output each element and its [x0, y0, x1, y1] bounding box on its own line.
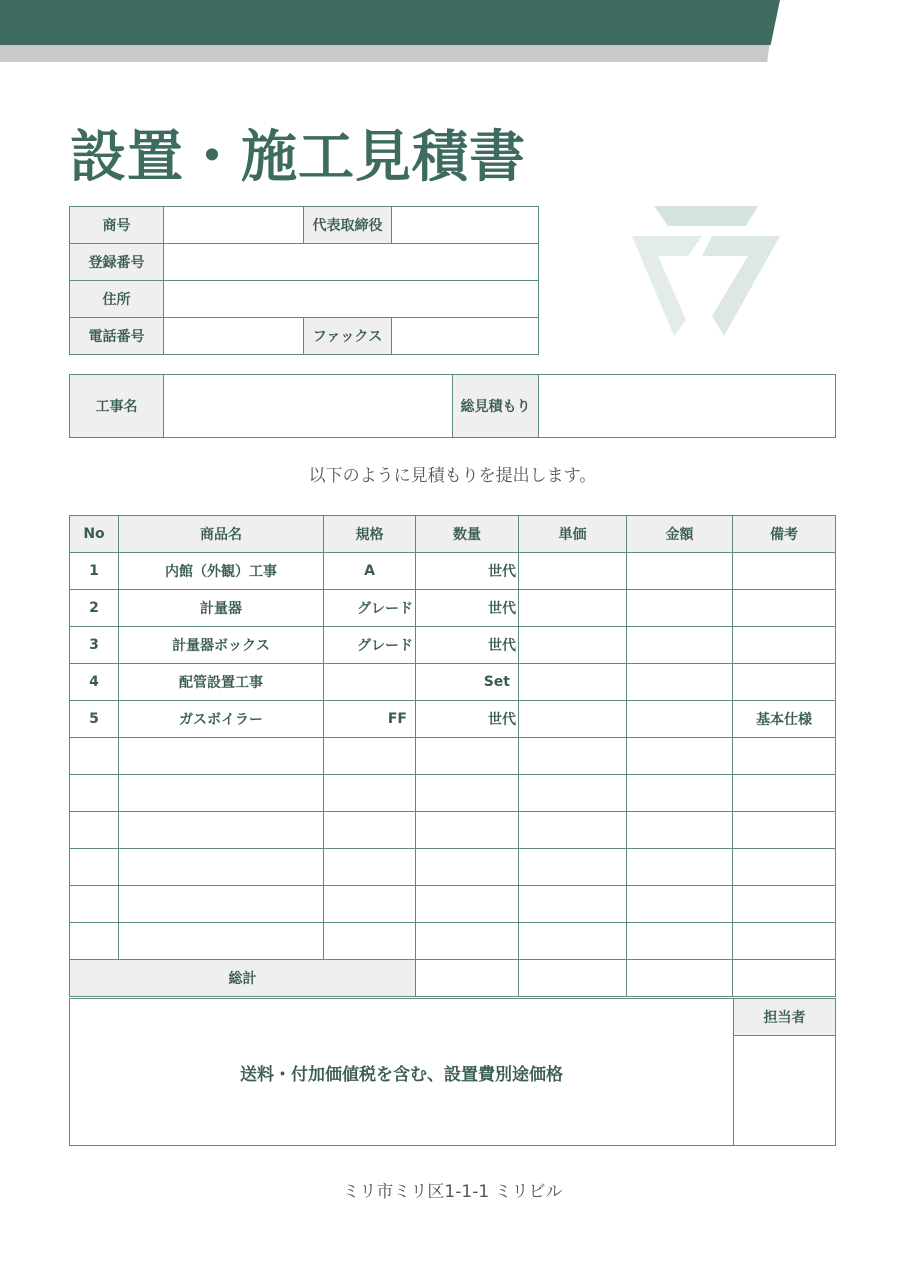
row-amount[interactable] — [627, 738, 733, 775]
row-qty[interactable]: Set — [416, 664, 519, 701]
row-amount[interactable] — [627, 553, 733, 590]
row-spec[interactable]: A — [324, 553, 416, 590]
total-amount[interactable] — [627, 960, 733, 997]
row-spec[interactable]: FF — [324, 701, 416, 738]
row-name[interactable] — [119, 849, 324, 886]
row-name[interactable] — [119, 775, 324, 812]
row-no: 1 — [70, 553, 119, 590]
header-band-green — [0, 0, 780, 45]
company-logo-icon — [628, 198, 784, 338]
row-note[interactable] — [733, 590, 836, 627]
row-price[interactable] — [519, 886, 627, 923]
row-name[interactable] — [119, 923, 324, 960]
total-row — [70, 960, 836, 997]
row-qty[interactable]: 世代 — [416, 701, 519, 738]
row-qty[interactable]: 世代 — [416, 553, 519, 590]
row-price[interactable] — [519, 738, 627, 775]
row-no — [70, 775, 119, 812]
remarks-table — [69, 998, 836, 1146]
row-price[interactable] — [519, 701, 627, 738]
fax-label: ファックス — [304, 318, 392, 355]
row-qty[interactable] — [416, 775, 519, 812]
col-header-qty: 数量 — [416, 516, 519, 553]
table-row — [70, 553, 836, 590]
total-price[interactable] — [519, 960, 627, 997]
row-price[interactable] — [519, 590, 627, 627]
row-name[interactable]: ガスボイラー — [119, 701, 324, 738]
total-qty[interactable] — [416, 960, 519, 997]
row-name[interactable]: 計量器ボックス — [119, 627, 324, 664]
fax-field[interactable] — [392, 318, 539, 355]
row-qty[interactable] — [416, 738, 519, 775]
row-spec[interactable] — [324, 664, 416, 701]
table-row — [70, 590, 836, 627]
table-row-empty — [70, 775, 836, 812]
row-price[interactable] — [519, 849, 627, 886]
row-qty[interactable] — [416, 812, 519, 849]
row-name[interactable]: 計量器 — [119, 590, 324, 627]
registration-field[interactable] — [164, 244, 539, 281]
row-price[interactable] — [519, 812, 627, 849]
row-name[interactable]: 配管設置工事 — [119, 664, 324, 701]
row-no: 2 — [70, 590, 119, 627]
col-header-unit-price: 単価 — [519, 516, 627, 553]
row-amount[interactable] — [627, 886, 733, 923]
row-qty[interactable]: 世代 — [416, 627, 519, 664]
col-header-spec: 規格 — [324, 516, 416, 553]
row-no — [70, 812, 119, 849]
row-price[interactable] — [519, 664, 627, 701]
col-header-note: 備考 — [733, 516, 836, 553]
table-row — [70, 701, 836, 738]
row-price[interactable] — [519, 775, 627, 812]
row-no — [70, 738, 119, 775]
representative-field[interactable] — [392, 207, 539, 244]
row-qty[interactable] — [416, 923, 519, 960]
staff-label: 担当者 — [734, 999, 836, 1036]
row-note[interactable] — [733, 738, 836, 775]
table-row-empty — [70, 849, 836, 886]
row-amount[interactable] — [627, 664, 733, 701]
intro-text: 以下のように見積もりを提出します。 — [308, 466, 597, 486]
table-row-empty — [70, 886, 836, 923]
project-name-label: 工事名 — [70, 375, 164, 438]
row-price[interactable] — [519, 627, 627, 664]
row-qty[interactable] — [416, 849, 519, 886]
col-header-amount: 金額 — [627, 516, 733, 553]
table-row-empty — [70, 812, 836, 849]
company-info-table — [69, 206, 539, 355]
row-note[interactable]: 基本仕様 — [733, 701, 836, 738]
row-amount[interactable] — [627, 775, 733, 812]
row-no — [70, 849, 119, 886]
row-note[interactable] — [733, 886, 836, 923]
registration-label: 登録番号 — [70, 244, 164, 281]
row-spec[interactable] — [324, 849, 416, 886]
items-table — [69, 515, 836, 997]
project-name-field[interactable] — [164, 375, 453, 438]
row-note[interactable] — [733, 849, 836, 886]
row-spec[interactable] — [324, 812, 416, 849]
row-note[interactable] — [733, 923, 836, 960]
row-spec[interactable]: グレード — [324, 590, 416, 627]
row-price[interactable] — [519, 923, 627, 960]
row-spec[interactable] — [324, 886, 416, 923]
total-note[interactable] — [733, 960, 836, 997]
row-no: 3 — [70, 627, 119, 664]
address-label: 住所 — [70, 281, 164, 318]
row-qty[interactable] — [416, 886, 519, 923]
representative-label: 代表取締役 — [304, 207, 392, 244]
row-note[interactable] — [733, 553, 836, 590]
row-no — [70, 886, 119, 923]
row-qty[interactable]: 世代 — [416, 590, 519, 627]
table-row-empty — [70, 738, 836, 775]
address-field[interactable] — [164, 281, 539, 318]
col-header-name: 商品名 — [119, 516, 324, 553]
trade-name-label: 商号 — [70, 207, 164, 244]
row-name[interactable] — [119, 812, 324, 849]
table-row-empty — [70, 923, 836, 960]
row-spec[interactable] — [324, 923, 416, 960]
row-amount[interactable] — [627, 627, 733, 664]
row-note[interactable] — [733, 627, 836, 664]
row-no: 5 — [70, 701, 119, 738]
row-amount[interactable] — [627, 923, 733, 960]
row-spec[interactable] — [324, 738, 416, 775]
grand-total-label: 総計 — [70, 960, 416, 997]
row-amount[interactable] — [627, 590, 733, 627]
staff-field[interactable] — [734, 1036, 836, 1146]
row-note[interactable] — [733, 664, 836, 701]
row-name[interactable] — [119, 886, 324, 923]
remarks-text: 送料・付加価値税を含む、設置費別途価格 — [70, 999, 734, 1146]
project-table — [69, 374, 836, 438]
phone-field[interactable] — [164, 318, 304, 355]
row-name[interactable] — [119, 738, 324, 775]
document-title: 設置・施工見積書 — [70, 125, 526, 190]
phone-label: 電話番号 — [70, 318, 164, 355]
table-row — [70, 627, 836, 664]
row-no: 4 — [70, 664, 119, 701]
row-name[interactable]: 内館（外観）工事 — [119, 553, 324, 590]
row-note[interactable] — [733, 812, 836, 849]
row-no — [70, 923, 119, 960]
trade-name-field[interactable] — [164, 207, 304, 244]
row-spec[interactable]: グレード — [324, 627, 416, 664]
row-note[interactable] — [733, 775, 836, 812]
footer-address: ミリ市ミリ区1-1-1 ミリビル — [342, 1182, 563, 1202]
row-amount[interactable] — [627, 849, 733, 886]
row-spec[interactable] — [324, 775, 416, 812]
total-estimate-label: 総見積もり — [453, 375, 539, 438]
row-price[interactable] — [519, 553, 627, 590]
row-amount[interactable] — [627, 701, 733, 738]
total-estimate-field[interactable] — [539, 375, 836, 438]
col-header-no: No — [70, 516, 119, 553]
row-amount[interactable] — [627, 812, 733, 849]
items-header-row — [70, 516, 836, 553]
table-row — [70, 664, 836, 701]
